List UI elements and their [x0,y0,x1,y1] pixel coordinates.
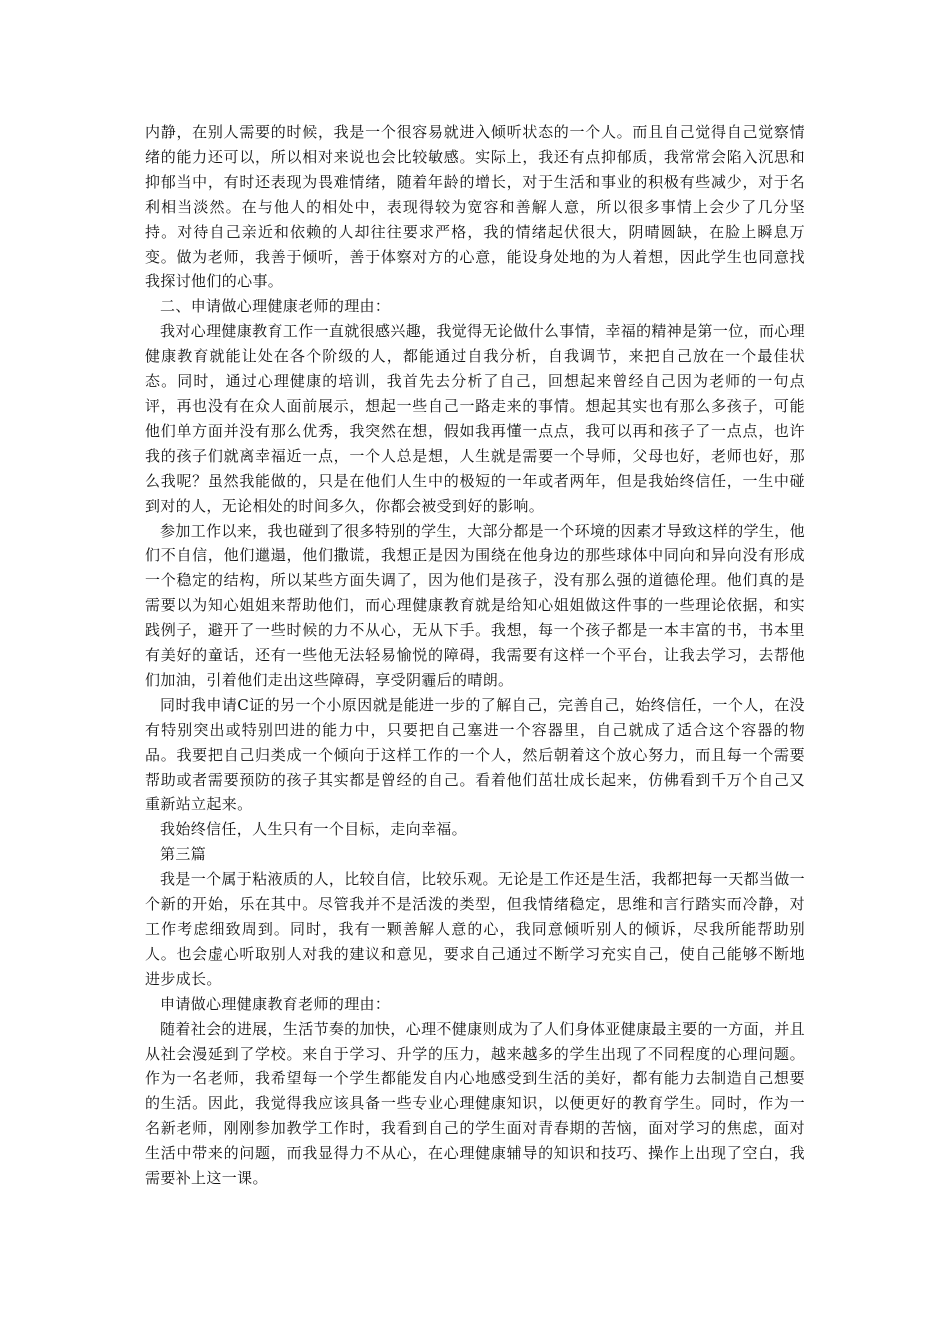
heading-application-reason: 申请做心理健康教育老师的理由： [160,994,391,1013]
document-body [145,120,805,1191]
paragraph-life-goal: 我始终信任，人生只有一个目标，走向幸福。 [160,820,468,839]
paragraph-interest: 我对心理健康教育工作一直就很感兴趣，我觉得无论做什么事情，幸福的精神是第一位，而心理健康教育就能让处在各个阶级的人，都能通过自我分析，自我调节，来把自己放在一个最佳状态。同时，通过心理健康的培训，我首先去分析了自己，回想起来曾经自己因为老师的一句点评，再也没有在众人面前展示，想起一些自己一路走来的事情。想起其实也有那么多孩子，可能他们单方面并没有那么优秀，我突然在想，假如我再懂一点点，我可以再和孩子了一点点，也许我的孩子们就离幸福近一点，一个人总是想，人生就是需要一个导师，父母也好，老师也好，那么我呢？虽然我能做的，只是在他们人生中的极短的一年或者两年，但是我始终信任，一生中碰到对的人，无论相处的时间多久，你都会被受到好的影响。 [145,322,805,515]
paragraph-special-students: 参加工作以来，我也碰到了很多特别的学生，大部分都是一个环境的因素才导致这样的学生，他们不自信，他们邋遢，他们撒谎，我想正是因为围绕在他身边的那些球体中同向和异向没有形成一个稳定的结构，所以某些方面失调了，因为他们是孩子，没有那么强的道德伦理。他们真的是需要以为知心姐姐来帮助他们，而心理健康教育就是给知心姐姐做这件事的一些理论依据，和实践例子，避开了一些时候的力不从心，无从下手。我想，每一个孩子都是一本丰富的书，书本里有美好的童话，还有一些他无法轻易愉悦的障碍，我需要有这样一个平台，让我去学习，去帮他们加油，引着他们走出这些障碍，享受阴霾后的晴朗。 [145,521,805,689]
heading-part-three: 第三篇 [160,845,207,864]
paragraph-c-certificate: 同时我申请C证的另一个小原因就是能进一步的了解自己，完善自己，始终信任，一个人，在没有特别突出或特别凹进的能力中，只要把自己塞进一个容器里，自己就成了适合这个容器的物品。我要把自己归类成一个倾向于这样工作的一个人，然后朝着这个放心努力，而且每一个需要帮助或者需要预防的孩子其实都是曾经的自己。看着他们茁壮成长起来，仿佛看到千万个自己又重新站立起来。 [145,695,805,814]
heading-section-two: 二、申请做心理健康老师的理由： [160,297,391,316]
paragraph-intro-continued: 内静，在别人需要的时候，我是一个很容易就进入倾听状态的一个人。而且自己觉得自己觉察情绪的能力还可以，所以相对来说也会比较敏感。实际上，我还有点抑郁质，我常常会陷入沉思和抑郁当中，有时还表现为畏难情绪，随着年龄的增长，对于生活和事业的积极有些减少，对于名利相当淡然。在与他人的相处中，表现得较为宽容和善解人意，所以很多事情上会少了几分坚持。对待自己亲近和依赖的人却往往要求严格，我的情绪起伏很大，阴晴圆缺，在脸上瞬息万变。做为老师，我善于倾听，善于体察对方的心意，能设身处地的为人着想，因此学生也同意找我探讨他们的心事。 [145,123,805,291]
paragraph-personality: 我是一个属于粘液质的人，比较自信，比较乐观。无论是工作还是生活，我都把每一天都当做一个新的开始，乐在其中。尽管我并不是活泼的类型，但我情绪稳定，思维和言行踏实而冷静，对工作考虑细致周到。同时，我有一颗善解人意的心，我同意倾听别人的倾诉，尽我所能帮助别人。也会虚心听取别人对我的建议和意见，要求自己通过不断学习充实自己，使自己能够不断地进步成长。 [145,870,805,988]
paragraph-social-development: 随着社会的进展，生活节奏的加快，心理不健康则成为了人们身体亚健康最主要的一方面，并且从社会漫延到了学校。来自于学习、升学的压力，越来越多的学生出现了不同程度的心理问题。作为一名老师，我希望每一个学生都能发自内心地感受到生活的美好，都有能力去制造自己想要的生活。因此，我觉得我应该具备一些专业心理健康知识，以便更好的教育学生。同时，作为一名新老师，刚刚参加教学工作时，我看到自己的学生面对青春期的苦恼，面对学习的焦虑，面对生活中带来的问题，而我显得力不从心，在心理健康辅导的知识和技巧、操作上出现了空白，我需要补上这一课。 [145,1019,805,1188]
